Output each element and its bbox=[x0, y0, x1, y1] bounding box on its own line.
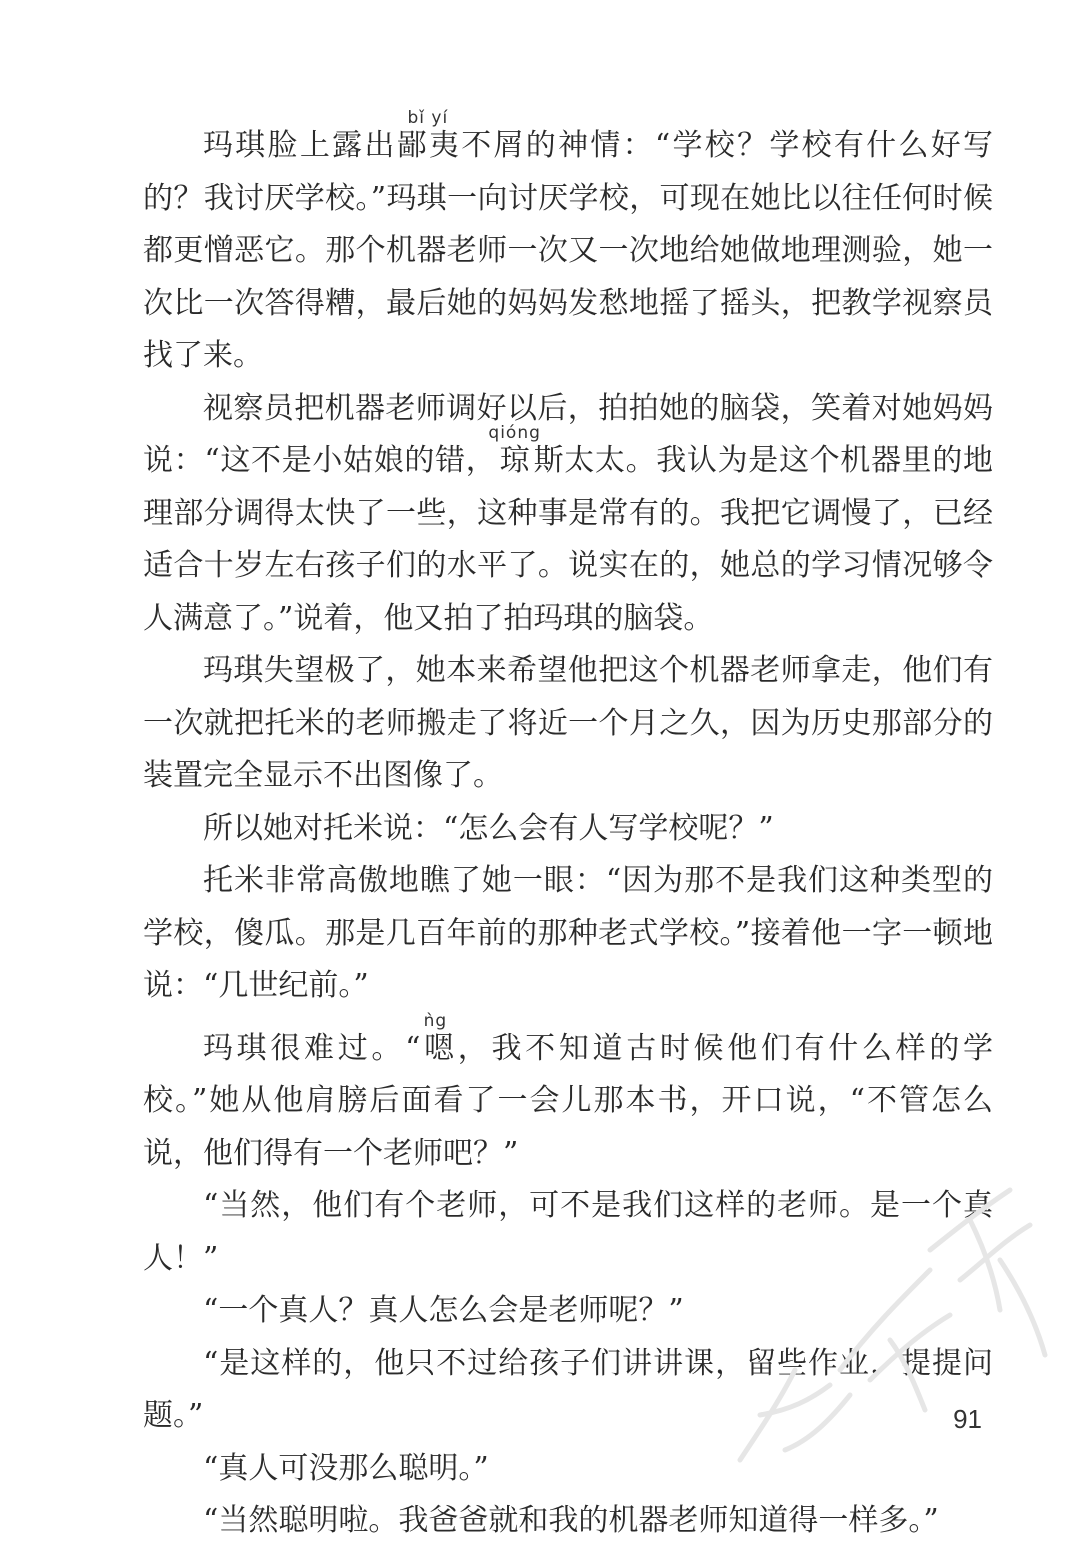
text-run: 视察员把机器老师调好以后，拍拍她的脑袋，笑着对她妈妈说：“这不是小姑娘的错， bbox=[143, 390, 993, 478]
text-run: “一个真人？真人怎么会是老师呢？” bbox=[203, 1293, 684, 1328]
text-run: “真人可没那么聪明。” bbox=[203, 1450, 489, 1486]
pinyin-annotation: bǐ yí bbox=[396, 108, 459, 128]
annotated-word-text: 嗯 bbox=[420, 1030, 458, 1066]
text-run: 玛琪脸上露出 bbox=[203, 128, 397, 163]
text-run: 玛琪很难过。“ bbox=[203, 1030, 421, 1066]
paragraph bbox=[143, 383, 993, 646]
paragraph bbox=[143, 855, 993, 1013]
text-run: “是这样的，他只不过给孩子们讲讲课，留些作业，提提问题。” bbox=[143, 1345, 993, 1433]
paragraph bbox=[143, 645, 993, 803]
page-number: 91 bbox=[953, 1404, 982, 1434]
paragraph bbox=[143, 1495, 993, 1548]
text-run: “当然，他们有个老师，可不是我们这样的老师。是一个真人！” bbox=[143, 1188, 993, 1276]
annotated-word bbox=[396, 108, 462, 163]
pinyin-annotation: ǹg bbox=[420, 1010, 451, 1031]
text-run: ，我不知道古时候他们有什么样的学校。”她从他肩膀后面看了一会儿那本书，开口说，“不管怎么说，他们得有一个老师吧？” bbox=[143, 1030, 994, 1171]
annotated-word bbox=[420, 1010, 458, 1066]
paragraph bbox=[143, 803, 993, 856]
paragraph bbox=[143, 1285, 993, 1338]
paragraph bbox=[143, 1010, 994, 1181]
paragraph bbox=[143, 1180, 993, 1285]
text-run: 不屑的神情：“学校？学校有什么好写的？我讨厌学校。”玛琪一向讨厌学校，可现在她比以往任何时候都更憎恶它。那个机器老师一次又一次地给她做地理测验，她一次比一次答得糟，最后她的妈妈发愁地摇了摇头，把教学视察员找了来。 bbox=[143, 128, 994, 373]
annotated-word bbox=[488, 423, 541, 478]
paragraph bbox=[143, 1443, 993, 1496]
text-run: 斯太太。我认为是这个机器里的地理部分调得太快了一些，这种事是常有的。我把它调慢了，已经适合十岁左右孩子们的水平了。说实在的，她总的学习情况够令人满意了。”说着，他又拍了拍玛琪的脑袋。 bbox=[143, 443, 993, 636]
annotated-word-text: 琼 bbox=[488, 443, 541, 478]
pinyin-annotation: qióng bbox=[488, 423, 541, 443]
paragraph bbox=[143, 110, 993, 383]
text-run: 玛琪失望极了，她本来希望他把这个机器老师拿走，他们有一次就把托米的老师搬走了将近一个月之久，因为历史那部分的装置完全显示不出图像了。 bbox=[143, 653, 993, 793]
annotated-word-text: 鄙夷 bbox=[396, 128, 462, 163]
text-run: “当然聪明啦。我爸爸就和我的机器老师知道得一样多。” bbox=[203, 1503, 939, 1538]
text-run: 托米非常高傲地瞧了她一眼：“因为那不是我们这种类型的学校，傻瓜。那是几百年前的那种老式学校。”接着他一字一顿地说：“几世纪前。” bbox=[143, 863, 993, 1003]
body-text bbox=[143, 110, 993, 1548]
paragraph bbox=[143, 1338, 993, 1443]
text-run: 所以她对托米说：“怎么会有人写学校呢？” bbox=[203, 810, 774, 846]
